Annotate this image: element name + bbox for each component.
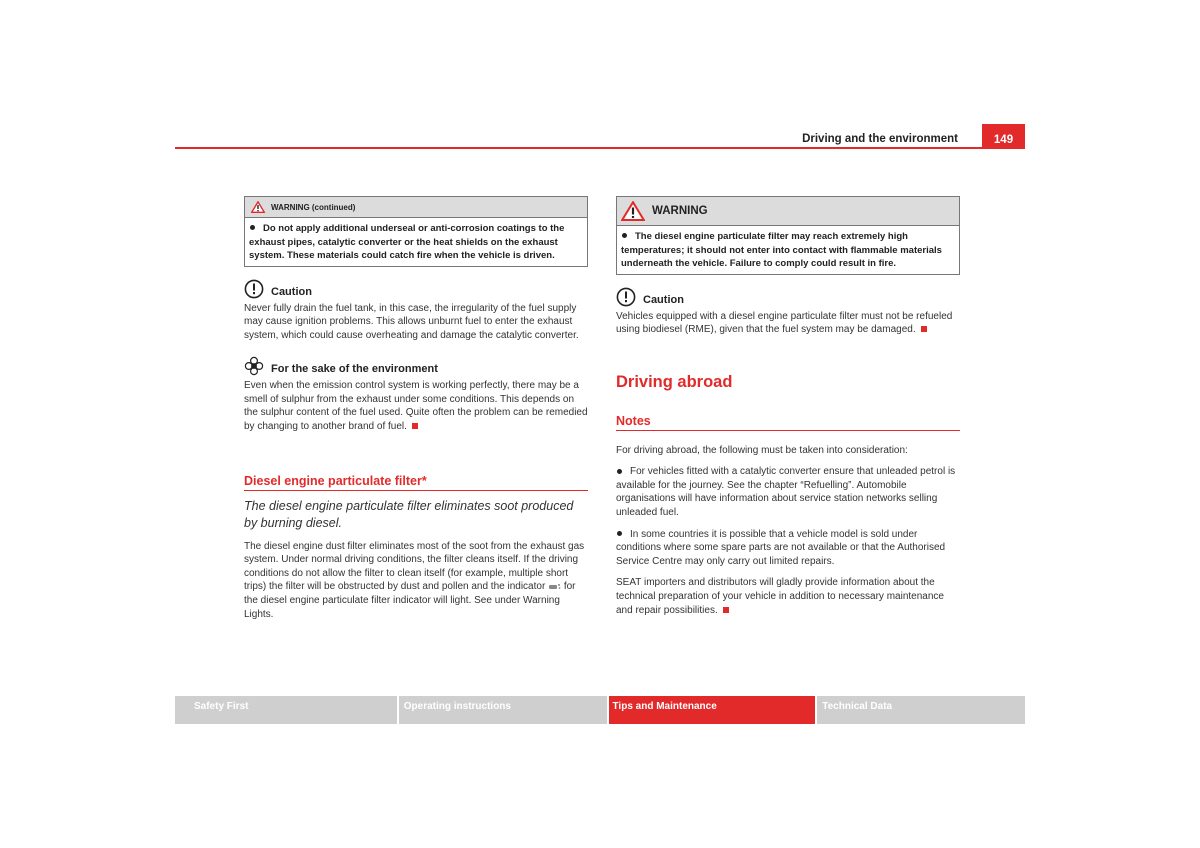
caution-text-block-right <box>616 310 960 337</box>
bullet-icon <box>617 469 622 474</box>
environment-title: For the sake of the environment <box>271 362 438 375</box>
notes-intro: For driving abroad, the following must be taken into consideration: <box>616 444 908 456</box>
footer-tabs <box>175 696 1025 724</box>
caution-block-right <box>616 294 960 337</box>
caution-header-right <box>616 294 960 307</box>
bullet-icon <box>617 531 622 536</box>
warning-triangle-icon <box>251 201 265 213</box>
header-title: Driving and the environment <box>802 133 958 145</box>
caution-text: Never fully drain the fuel tank, in this case, the irregularity of the fuel supply may cause ignition problems. This allows unburnt fuel to enter the exhaust system, which could cause overheating and damage the catalytic converter. <box>244 302 579 341</box>
warning-title: WARNING <box>652 205 708 217</box>
warning-header <box>617 197 959 226</box>
warning-box <box>616 196 960 275</box>
warning-continued-box <box>244 196 588 267</box>
diesel-body <box>244 540 588 622</box>
environment-block <box>244 361 588 433</box>
bullet-icon <box>622 233 627 238</box>
notes-closing-text: SEAT importers and distributors will gladly provide information about the technical preparation of your vehicle in addition to necessary maintenance and repair possibilities. <box>616 577 944 616</box>
section-end-marker <box>921 326 927 332</box>
notes-bullet-1 <box>616 465 960 519</box>
tab-safety-first[interactable]: Safety First <box>175 696 397 724</box>
caution-title: Caution <box>271 286 312 298</box>
tab-technical-data[interactable]: Technical Data <box>817 696 1025 724</box>
warning-continued-body <box>245 218 587 266</box>
warning-text: The diesel engine particulate filter may reach extremely high temperatures; it should not enter into contact with flammable materials underneath the vehicle. Failure to comply could result in fire. <box>621 231 942 269</box>
warning-triangle-icon <box>621 201 645 221</box>
right-column <box>616 196 960 617</box>
notes-bullet-2 <box>616 528 960 569</box>
notes-closing <box>616 576 960 617</box>
warning-continued-title: WARNING (continued) <box>271 202 356 212</box>
caution-icon <box>616 287 636 307</box>
caution-icon <box>244 279 264 299</box>
diesel-body-start: The diesel engine dust filter eliminates most of the soot from the exhaust gas system. Under normal driving conditions, the filter cleans itself. If the driving conditions do not allow the filter to clean itself (for example, multiple short trips) the filter will be obstructed by dust and pollen and the indicator <box>244 540 585 593</box>
caution-text-right: Vehicles equipped with a diesel engine particulate filter must not be refueled using biodiesel (RME), given that the fuel system may be damaged. <box>616 310 953 336</box>
flower-icon <box>244 356 264 376</box>
caution-header <box>244 286 588 299</box>
left-column <box>244 196 588 621</box>
warning-body <box>617 226 959 274</box>
page-number: 149 <box>982 124 1025 149</box>
section-end-marker <box>412 423 418 429</box>
environment-header <box>244 361 588 376</box>
diesel-heading: Diesel engine particulate filter* <box>244 474 588 491</box>
environment-text-block <box>244 379 588 433</box>
tab-operating-instructions[interactable]: Operating instructions <box>399 696 607 724</box>
caution-title-right: Caution <box>643 294 684 306</box>
diesel-body-end: for the diesel engine particulate filter indicator will light. See under Warning Lights. <box>244 581 576 620</box>
diesel-lead: The diesel engine particulate filter eliminates soot produced by burning diesel. <box>244 498 574 530</box>
warning-continued-header <box>245 197 587 218</box>
chapter-title: Driving abroad <box>616 372 733 391</box>
diesel-section <box>244 474 588 622</box>
environment-text: Even when the emission control system is working perfectly, there may be a smell of sulphur from the exhaust under some conditions. This depends on the sulphur content of the fuel used. Quite often the problem can be remedied by changing to another brand of fuel. <box>244 380 588 433</box>
bullet-icon <box>250 225 255 230</box>
notes-bullet-2-text: In some countries it is possible that a vehicle model is sold under conditions where some spare parts are not available or that the Authorised Service Centre may only carry out limited repairs. <box>616 528 946 567</box>
tab-tips-and-maintenance[interactable]: Tips and Maintenance <box>609 696 816 724</box>
particulate-filter-indicator-icon <box>548 583 561 591</box>
header-divider <box>175 147 1025 149</box>
caution-block <box>244 286 588 343</box>
warning-continued-text: Do not apply additional underseal or anti-corrosion coatings to the exhaust pipes, catalytic converter or the heat shields on the exhaust system. These materials could catch fire when the vehicle is driven. <box>249 223 565 261</box>
section-end-marker <box>723 607 729 613</box>
notes-bullet-1-text: For vehicles fitted with a catalytic converter ensure that unleaded petrol is available for the journey. See the chapter “Refuelling”. Automobile organisations will have information about service station networks selling unleaded fuel. <box>616 466 956 519</box>
notes-heading: Notes <box>616 414 960 431</box>
